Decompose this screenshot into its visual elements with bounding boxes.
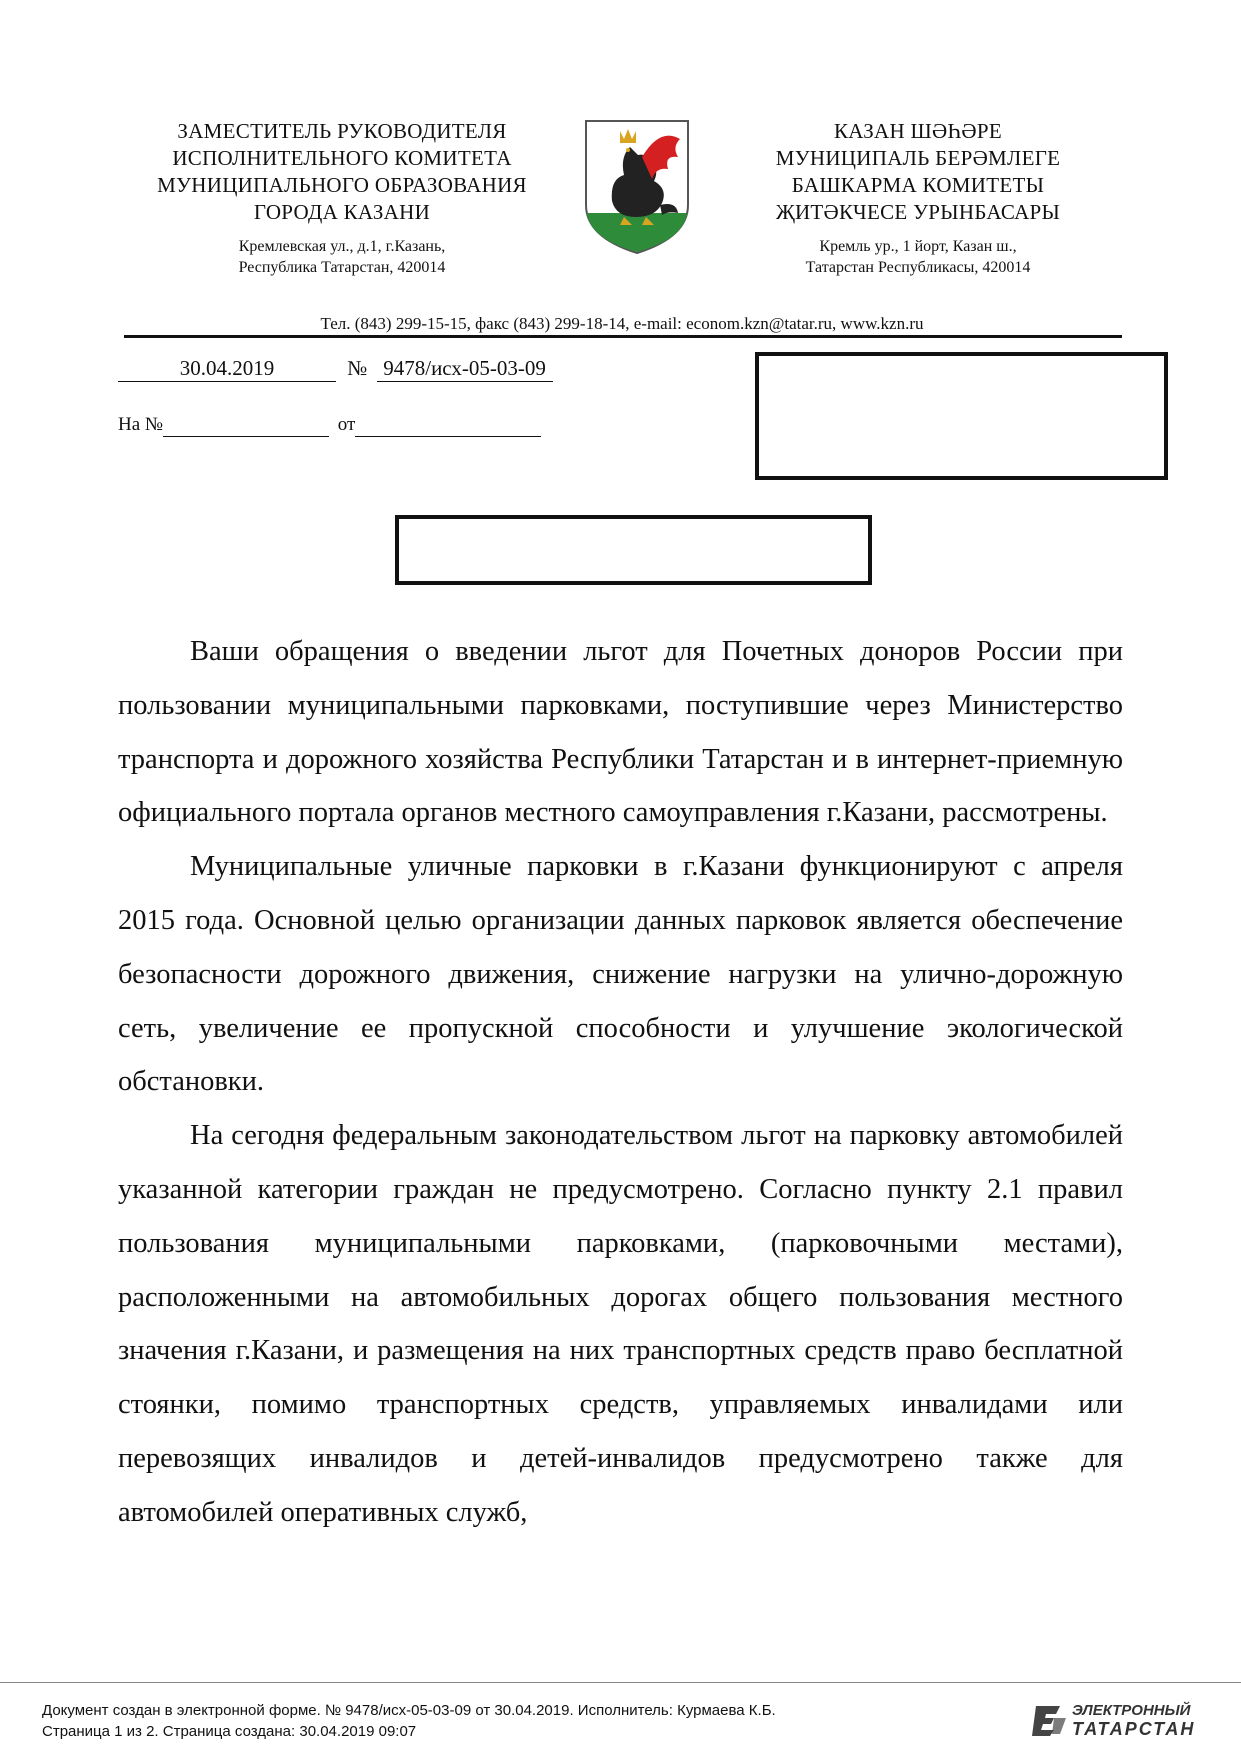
body-paragraph: Ваши обращения о введении льгот для Почетных доноров России при пользовании муниципальными парковками, поступившие через Министерство транспорта и дорожного хозяйства Республики Татарстан и в интернет-приемную официального портала органов местного самоуправления г.Казани, рассмотрены. [118, 636, 1123, 829]
redacted-addressee-box [755, 352, 1168, 480]
header-left-title-line: ГОРОДА КАЗАНИ [253, 200, 431, 224]
footer-line: Документ создан в электронной форме. № 9478/исх-05-03-09 от 30.04.2019. Исполнитель: Курмаева К.Б. [42, 1702, 776, 1719]
kazan-coat-of-arms-icon [580, 117, 694, 257]
header-left-title [122, 118, 562, 226]
body-paragraph: На сегодня федеральным законодательством льгот на парковку автомобилей указанной категории граждан не предусмотрено. Согласно пункту 2.1 правил пользования муниципальными парковками, (парковочными местами), расположенными на автомобильных дорогах общего пользования местного значения г.Казани, и размещения на них транспортных средств право бесплатной стоянки, помимо транспортных средств, управляемых инвалидами или перевозящих инвалидов и детей-инвалидов предусмотрено также для автомобилей оперативных служб, [118, 1120, 1123, 1528]
from-label: от [337, 414, 356, 435]
header-left-title-line: МУНИЦИПАЛЬНОГО ОБРАЗОВАНИЯ [157, 173, 527, 197]
outgoing-date: 30.04.2019 [118, 356, 336, 382]
address-line: Татарстан Республикасы, 420014 [805, 259, 1031, 276]
header-left-title-line: ЗАМЕСТИТЕЛЬ РУКОВОДИТЕЛЯ [177, 119, 507, 143]
body-paragraph: Муниципальные уличные парковки в г.Казани функционируют с апреля 2015 года. Основной целью организации данных парковок является обеспечение безопасности дорожного движения, снижение нагрузки на улично-дорожную сеть, увеличение ее пропускной способности и улучшение экологической обстановки. [118, 851, 1123, 1098]
address-line: Кремлевская ул., д.1, г.Казань, [238, 238, 446, 255]
header-right-title-line: МУНИЦИПАЛЬ БЕРӘМЛЕГЕ [775, 146, 1061, 170]
footer-divider [0, 1682, 1241, 1683]
header-right [738, 118, 1098, 278]
reference-line [118, 414, 541, 437]
electronic-tatarstan-logo-icon [1030, 1700, 1230, 1740]
footer-info [42, 1700, 776, 1742]
redacted-salutation-box [395, 515, 872, 585]
reference-date-field [355, 414, 541, 437]
header-right-address [738, 236, 1098, 278]
logo-text-line: ТАТАРСТАН [1072, 1719, 1196, 1739]
header-left [122, 118, 562, 278]
reference-number-field [163, 414, 329, 437]
footer-line: Страница 1 из 2. Страница создана: 30.04.2019 09:07 [42, 1723, 417, 1740]
header-left-title-line: ИСПОЛНИТЕЛЬНОГО КОМИТЕТА [172, 146, 512, 170]
registration-date-number [118, 356, 553, 382]
header-right-title-line: КАЗАН ШӘҺӘРЕ [833, 119, 1003, 143]
logo-text-line: ЭЛЕКТРОННЫЙ [1072, 1702, 1191, 1719]
number-sign: № [347, 356, 368, 380]
address-line: Республика Татарстан, 420014 [238, 259, 446, 276]
contacts-line: Тел. (843) 299-15-15, факс (843) 299-18-14, e-mail: econom.kzn@tatar.ru, www.kzn.ru [320, 314, 924, 333]
header-right-title-line: БАШКАРМА КОМИТЕТЫ [791, 173, 1045, 197]
outgoing-number: 9478/исх-05-03-09 [377, 356, 553, 382]
header-left-address [122, 236, 562, 278]
address-line: Кремль ур., 1 йорт, Казан ш., [819, 238, 1017, 255]
reference-label: На № [118, 414, 164, 435]
header-right-title [738, 118, 1098, 226]
header-right-title-line: ҖИТӘКЧЕСЕ УРЫНБАСАРЫ [775, 200, 1061, 224]
letter-body [118, 625, 1123, 1540]
header-divider [124, 335, 1122, 338]
